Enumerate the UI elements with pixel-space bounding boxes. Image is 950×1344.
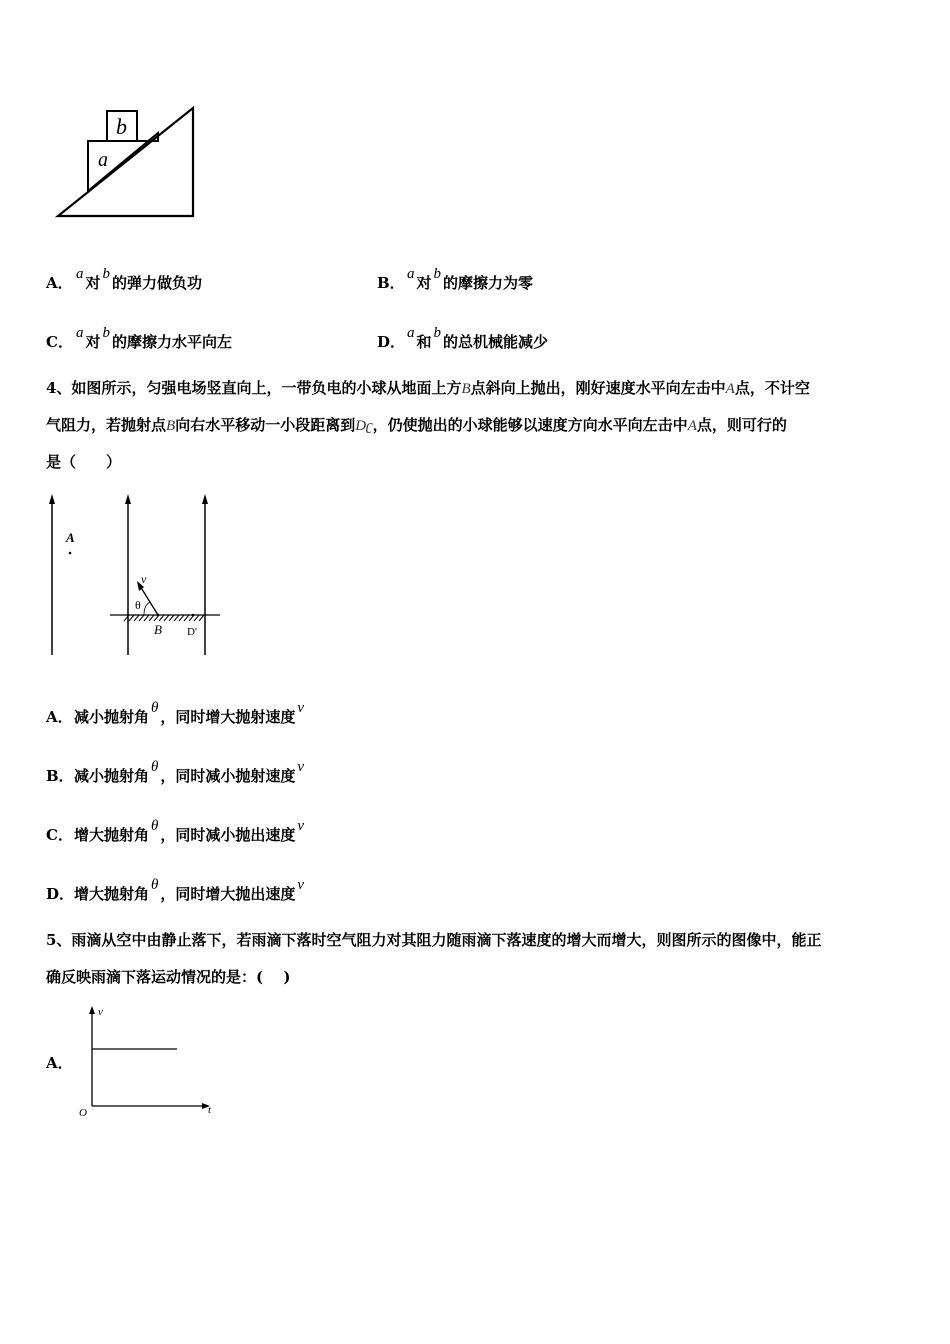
option-label: A．: [46, 1054, 73, 1072]
var-v: v: [297, 877, 305, 893]
var-a: a: [76, 325, 84, 341]
label-B: B: [154, 622, 162, 637]
x-axis-label: t: [208, 1104, 212, 1116]
question-5-stem: [46, 922, 908, 996]
field-arrow-3: [202, 494, 208, 504]
var-v: v: [297, 759, 305, 775]
q3-option-d[interactable]: D． a 和 b 的总机械能减少: [377, 325, 549, 351]
y-axis-label: v: [98, 1006, 103, 1018]
q4-option-d[interactable]: D．增大抛射角 θ ，同时增大抛出速度 v: [46, 877, 305, 903]
label-v: v: [141, 572, 147, 586]
q3-option-c[interactable]: C． a 对 b 的摩擦力水平向左: [46, 325, 233, 351]
q4-option-c[interactable]: C．增大抛射角 θ ，同时减小抛出速度 v: [46, 818, 305, 844]
q5-option-a[interactable]: [46, 1052, 74, 1074]
option-label: B．: [377, 274, 405, 292]
var-A: A: [725, 381, 735, 397]
var-A: A: [687, 418, 697, 434]
option-label: A．: [46, 708, 73, 726]
question-4-stem: [46, 370, 908, 481]
q5-line-2: 确反映雨滴下落运动情况的是：( ): [46, 968, 291, 986]
var-D-prime: Dʗ: [355, 418, 373, 434]
var-theta: θ: [151, 877, 159, 893]
var-b: b: [102, 266, 111, 282]
block-wedge-figure: [52, 100, 202, 225]
option-label: C．: [46, 333, 73, 351]
var-v: v: [297, 818, 305, 834]
option-label: D．: [46, 885, 75, 903]
angle-arc: [144, 602, 150, 615]
q3-option-b[interactable]: B． a 对 b 的摩擦力为零: [377, 266, 534, 292]
q4-option-b[interactable]: B．减小抛射角 θ ，同时减小抛射速度 v: [46, 759, 305, 785]
point-D-prime: [192, 614, 195, 617]
var-theta: θ: [151, 700, 159, 716]
q5-line-1: 5、雨滴从空中由静止落下，若雨滴下落时空气阻力对其阻力随雨滴下落速度的增大而增大，则图所示的图像中，能正: [46, 931, 822, 949]
var-B: B: [461, 381, 471, 397]
point-A: [69, 552, 72, 555]
option-label: A．: [46, 274, 73, 292]
origin-label: O: [79, 1107, 87, 1119]
var-v: v: [297, 700, 305, 716]
q4-line-2: 气阻力，若抛射点B向右水平移动一小段距离到Dʗ，仍使抛出的小球能够以速度方向水平向左击中A点，则可行的: [46, 416, 787, 434]
label-a: a: [98, 149, 108, 171]
label-D-prime: D': [187, 626, 197, 638]
var-B: B: [166, 418, 176, 434]
v-t-graph: [76, 1002, 221, 1122]
y-axis-arrow: [89, 1006, 95, 1014]
var-b: b: [433, 266, 442, 282]
velocity-vector: [140, 586, 158, 615]
option-label: B．: [46, 767, 74, 785]
var-theta: θ: [151, 818, 159, 834]
field-arrow-2: [125, 494, 131, 504]
label-theta: θ: [135, 598, 141, 612]
electric-field-figure: [40, 490, 225, 660]
var-theta: θ: [151, 759, 159, 775]
var-a: a: [407, 266, 415, 282]
option-label: C．: [46, 826, 73, 844]
q4-line-1: 4、如图所示，匀强电场竖直向上，一带负电的小球从地面上方B点斜向上抛出，刚好速度水平向左击中A点，不计空: [46, 379, 810, 397]
q4-option-a[interactable]: A．减小抛射角 θ ，同时增大抛射速度 v: [46, 700, 305, 726]
label-b: b: [116, 114, 127, 139]
q3-option-a[interactable]: A． a 对 b 的弹力做负功: [46, 266, 203, 292]
var-b: b: [433, 325, 442, 341]
var-a: a: [76, 266, 84, 282]
ground-hatch: [124, 615, 204, 621]
q4-line-3: 是（ ）: [46, 453, 122, 471]
var-a: a: [407, 325, 415, 341]
var-b: b: [102, 325, 111, 341]
option-label: D．: [377, 333, 406, 351]
label-A: A: [66, 530, 75, 545]
point-B: [157, 614, 160, 617]
field-arrow-1: [49, 494, 55, 504]
